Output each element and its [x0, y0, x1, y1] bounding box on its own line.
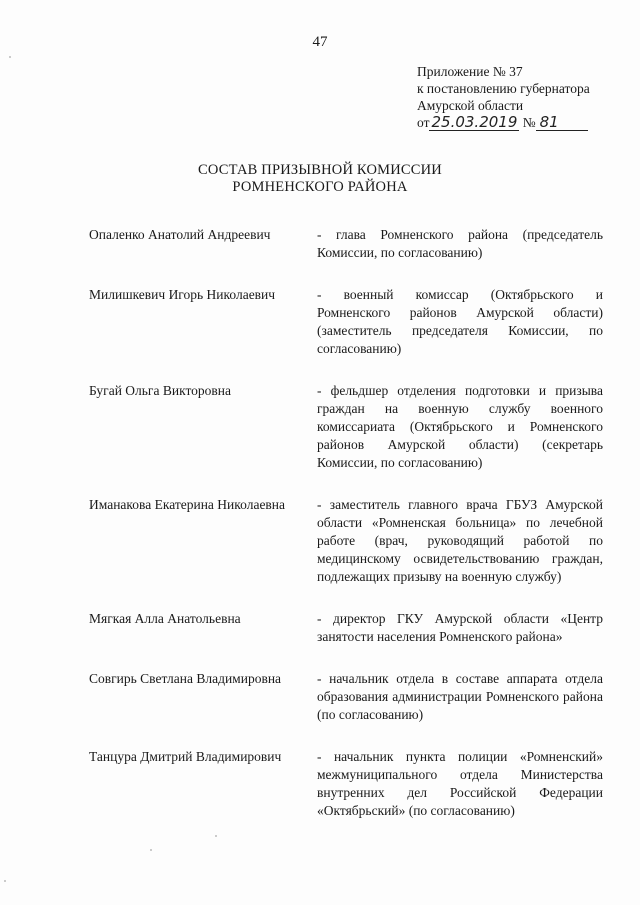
member-name: Мягкая Алла Анатольевна	[89, 611, 241, 626]
member-role: - заместитель главного врача ГБУЗ Амурской области «Ромненская больница» по лечебной работе (врач, руководящий работой по медицинскому освидетельствованию граждан, подлежащих призыву на военную службу)	[317, 497, 603, 584]
handwritten-date: 25.03.2019	[431, 113, 518, 131]
member-row	[89, 226, 605, 262]
member-name: Бугай Ольга Викторовна	[89, 383, 232, 398]
member-role: - начальник отдела в составе аппарата отдела образования администрации Ромненского района (по согласованию)	[317, 671, 603, 722]
member-name: Опаленко Анатолий Андреевич	[89, 227, 271, 242]
member-role: - глава Ромненского района (председатель Комиссии, по согласованию)	[317, 227, 603, 260]
document-title	[0, 162, 640, 196]
member-name: Совгирь Светлана Владимировна	[89, 671, 282, 686]
member-name: Милишкевич Игорь Николаевич	[89, 287, 276, 302]
member-role: - военный комиссар (Октябрьского и Ромненского районов Амурской области) (заместитель председателя Комиссии, по согласованию)	[317, 287, 603, 356]
appendix-region: Амурской области	[417, 98, 524, 113]
number-prefix: №	[522, 115, 536, 130]
member-role: - начальник пункта полиции «Ромненский» межмуниципального отдела Министерства внутренних дел Российской Федерации «Октябрьский» (по согласованию)	[317, 749, 603, 818]
appendix-header	[417, 63, 590, 131]
member-row	[89, 748, 605, 820]
member-row	[89, 286, 605, 358]
member-name: Танцура Дмитрий Владимирович	[89, 749, 282, 764]
scan-artifact	[4, 880, 6, 882]
member-name: Иманакова Екатерина Николаевна	[89, 497, 286, 512]
member-row	[89, 382, 605, 472]
appendix-title: Приложение № 37	[417, 64, 523, 79]
appendix-date-number	[417, 114, 590, 131]
date-prefix: от	[417, 115, 430, 130]
member-row	[89, 496, 605, 586]
appendix-decree-ref: к постановлению губернатора	[417, 81, 590, 96]
scan-artifact	[215, 835, 217, 837]
commission-member-list	[89, 226, 605, 844]
member-role: - фельдшер отделения подготовки и призыва граждан на военную службу военного комиссариата (Октябрьского и Ромненского районов Амурской области) (секретарь Комиссии, по согласованию)	[317, 383, 603, 470]
member-role: - директор ГКУ Амурской области «Центр занятости населения Ромненского района»	[317, 611, 603, 644]
scan-artifact	[9, 56, 11, 58]
member-row	[89, 610, 605, 646]
member-row	[89, 670, 605, 724]
handwritten-number: 81	[536, 115, 588, 131]
title-line-1: СОСТАВ ПРИЗЫВНОЙ КОМИССИИ	[198, 162, 442, 178]
title-line-2: РОМНЕНСКОГО РАЙОНА	[232, 179, 408, 195]
page-number: 47	[312, 34, 328, 50]
scan-artifact	[150, 849, 152, 851]
